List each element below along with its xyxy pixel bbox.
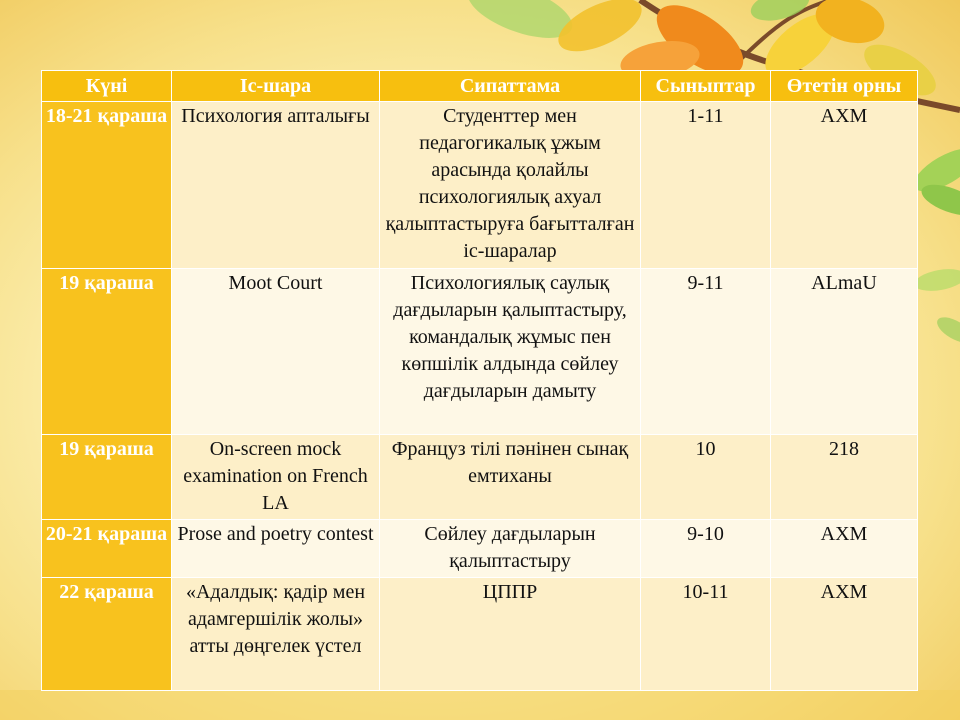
- event-cell: Prose and poetry contest: [172, 520, 380, 578]
- description-cell: Студенттер мен педагогикалық ұжым арасында қолайлы психологиялық ахуал қалыптастыруға бағытталған іс-шаралар: [380, 102, 641, 269]
- venue-cell: АХМ: [771, 520, 918, 578]
- events-schedule-table: [41, 70, 918, 691]
- date-cell: 19 қараша: [42, 435, 172, 520]
- date-cell: 22 қараша: [42, 578, 172, 691]
- grades-cell: 9-11: [641, 269, 771, 435]
- venue-cell: ALmaU: [771, 269, 918, 435]
- header-grades: Сыныптар: [641, 71, 771, 102]
- table-row: [42, 435, 918, 520]
- description-cell: ЦППР: [380, 578, 641, 691]
- table-header-row: [42, 71, 918, 102]
- grades-cell: 1-11: [641, 102, 771, 269]
- venue-cell: АХМ: [771, 102, 918, 269]
- header-event: Іс-шара: [172, 71, 380, 102]
- grades-cell: 10: [641, 435, 771, 520]
- event-cell: Moot Court: [172, 269, 380, 435]
- grades-cell: 10-11: [641, 578, 771, 691]
- venue-cell: 218: [771, 435, 918, 520]
- header-venue: Өтетін орны: [771, 71, 918, 102]
- date-cell: 20-21 қараша: [42, 520, 172, 578]
- table-row: [42, 269, 918, 435]
- date-cell: 18-21 қараша: [42, 102, 172, 269]
- date-cell: 19 қараша: [42, 269, 172, 435]
- event-cell: On-screen mock examination on French LA: [172, 435, 380, 520]
- description-cell: Психологиялық саулық дағдыларын қалыптастыру, командалық жұмыс пен көпшілік алдында сөйлеу дағдыларын дамыту: [380, 269, 641, 435]
- header-date: Күні: [42, 71, 172, 102]
- header-description: Сипаттама: [380, 71, 641, 102]
- description-cell: Француз тілі пәнінен сынақ емтиханы: [380, 435, 641, 520]
- description-cell: Сөйлеу дағдыларын қалыптастыру: [380, 520, 641, 578]
- venue-cell: АХМ: [771, 578, 918, 691]
- table-row: [42, 578, 918, 691]
- event-cell: Психология апталығы: [172, 102, 380, 269]
- event-cell: «Адалдық: қадір мен адамгершілік жолы» атты дөңгелек үстел: [172, 578, 380, 691]
- table-row: [42, 102, 918, 269]
- grades-cell: 9-10: [641, 520, 771, 578]
- table-row: [42, 520, 918, 578]
